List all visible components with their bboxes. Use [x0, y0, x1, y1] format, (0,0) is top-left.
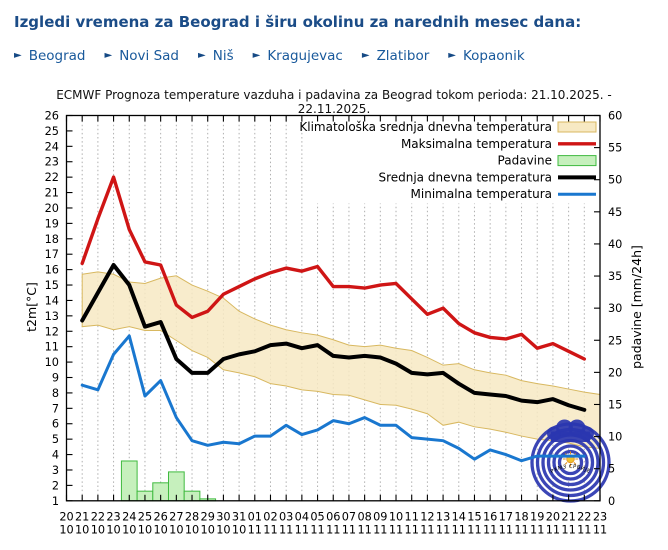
svg-text:18: 18 [44, 232, 59, 246]
svg-text:10: 10 [231, 523, 247, 537]
svg-text:20: 20 [59, 510, 74, 524]
precip-bars [121, 461, 215, 501]
svg-text:Klimatološka srednja dnevna te: Klimatološka srednja dnevna temperatura [299, 120, 552, 134]
svg-text:10: 10 [153, 523, 168, 537]
svg-text:27: 27 [169, 510, 184, 524]
svg-text:13: 13 [44, 309, 59, 323]
svg-text:21: 21 [561, 510, 576, 524]
arrow-right-icon: ► [14, 50, 22, 61]
arrow-right-icon: ► [198, 50, 206, 61]
svg-text:11: 11 [451, 523, 466, 537]
svg-text:padavine [mm/24h]: padavine [mm/24h] [629, 245, 644, 369]
nav-link-zlatibor[interactable] [362, 48, 429, 64]
svg-text:35: 35 [608, 270, 623, 284]
arrow-right-icon: ► [104, 50, 113, 61]
arrow-right-icon: ► [361, 50, 370, 61]
nav-link-kragujevac[interactable] [253, 48, 343, 64]
svg-text:11: 11 [467, 523, 482, 537]
nav-link-nis[interactable] [198, 48, 234, 64]
svg-text:55: 55 [608, 141, 623, 155]
svg-text:10: 10 [44, 356, 59, 370]
svg-text:10: 10 [608, 430, 623, 444]
svg-text:Padavine: Padavine [497, 153, 552, 168]
arrow-right-icon: ► [252, 50, 261, 61]
svg-text:26: 26 [44, 109, 59, 123]
svg-text:30: 30 [608, 302, 623, 316]
svg-text:t2m[°C]: t2m[°C] [24, 282, 39, 332]
svg-text:7: 7 [51, 402, 59, 416]
svg-text:11: 11 [577, 523, 592, 537]
svg-text:11: 11 [44, 340, 59, 354]
svg-text:16: 16 [482, 510, 498, 524]
svg-text:10: 10 [59, 523, 74, 537]
nav-link-label: Beograd [28, 48, 86, 64]
svg-text:11: 11 [530, 523, 545, 537]
svg-text:11: 11 [482, 523, 498, 537]
svg-text:18: 18 [514, 510, 529, 524]
nav-link-label: Zlatibor [376, 48, 430, 64]
svg-text:Minimalna temperatura: Minimalna temperatura [410, 187, 552, 202]
svg-text:19: 19 [44, 217, 59, 231]
svg-text:17: 17 [498, 510, 514, 524]
svg-text:19: 19 [530, 510, 545, 524]
svg-text:02: 02 [263, 510, 278, 524]
svg-text:РХМЗ СРБИЈЕ: РХМЗ СРБИЈЕ [549, 463, 592, 476]
chart-legend [299, 118, 599, 204]
svg-text:5: 5 [608, 462, 616, 476]
svg-text:15: 15 [608, 398, 623, 412]
svg-text:11: 11 [404, 523, 419, 537]
svg-text:20: 20 [44, 201, 59, 215]
forecast-chart [0, 85, 668, 550]
svg-text:04: 04 [294, 510, 310, 524]
svg-text:Srednja dnevna temperatura: Srednja dnevna temperatura [378, 170, 552, 185]
svg-text:3: 3 [51, 463, 59, 477]
svg-text:25: 25 [608, 334, 623, 348]
svg-text:12: 12 [44, 325, 59, 339]
svg-text:11: 11 [420, 523, 435, 537]
svg-text:10: 10 [137, 523, 153, 537]
svg-text:11: 11 [278, 523, 294, 537]
max-temp-line [82, 177, 584, 359]
nav-link-kopaonik[interactable] [448, 48, 524, 64]
svg-text:9: 9 [51, 371, 59, 385]
svg-text:12: 12 [420, 510, 435, 524]
svg-text:01: 01 [247, 510, 262, 524]
svg-text:10: 10 [75, 523, 90, 537]
y-axis-right-labels [608, 110, 622, 508]
svg-text:11: 11 [388, 523, 404, 537]
svg-text:4: 4 [51, 448, 59, 462]
svg-text:50: 50 [608, 173, 623, 187]
svg-text:22: 22 [44, 171, 59, 185]
svg-text:20: 20 [608, 366, 623, 380]
svg-text:11: 11 [247, 523, 262, 537]
svg-text:23: 23 [44, 155, 59, 169]
svg-text:05: 05 [310, 510, 325, 524]
svg-text:Maksimalna temperatura: Maksimalna temperatura [400, 136, 552, 151]
svg-text:11: 11 [357, 523, 372, 537]
svg-text:1: 1 [51, 494, 59, 508]
nav-link-beograd[interactable] [14, 48, 86, 64]
svg-text:23: 23 [106, 510, 121, 524]
svg-text:24: 24 [44, 140, 59, 154]
svg-text:10: 10 [90, 523, 106, 537]
nav-link-label: Niš [212, 48, 234, 64]
y-axis-left-labels [45, 110, 59, 508]
svg-text:11: 11 [326, 523, 341, 537]
svg-text:2: 2 [51, 479, 59, 493]
svg-text:11: 11 [592, 523, 608, 537]
svg-text:29: 29 [200, 510, 215, 524]
svg-text:8: 8 [51, 386, 59, 400]
svg-text:15: 15 [467, 510, 482, 524]
svg-text:0: 0 [608, 494, 616, 508]
svg-text:23: 23 [592, 510, 608, 524]
svg-text:45: 45 [608, 205, 623, 219]
svg-text:31: 31 [231, 510, 247, 524]
svg-text:40: 40 [608, 237, 623, 251]
svg-text:08: 08 [357, 510, 372, 524]
svg-text:11: 11 [310, 523, 325, 537]
svg-text:17: 17 [44, 248, 59, 262]
svg-text:11: 11 [263, 523, 278, 537]
svg-text:10: 10 [216, 523, 231, 537]
svg-text:10: 10 [122, 523, 137, 537]
svg-text:13: 13 [435, 510, 451, 524]
svg-text:6: 6 [51, 417, 59, 431]
svg-text:06: 06 [326, 510, 341, 524]
svg-text:11: 11 [341, 523, 357, 537]
svg-text:21: 21 [44, 186, 59, 200]
city-nav [14, 48, 525, 64]
svg-text:60: 60 [608, 109, 623, 123]
x-axis-labels [59, 511, 607, 537]
svg-text:10: 10 [200, 523, 215, 537]
svg-text:11: 11 [545, 523, 561, 537]
svg-text:09: 09 [373, 510, 388, 524]
arrow-right-icon: ► [448, 50, 456, 61]
svg-text:11: 11 [404, 510, 419, 524]
svg-text:22: 22 [577, 510, 592, 524]
svg-text:11: 11 [373, 523, 388, 537]
svg-text:11: 11 [498, 523, 514, 537]
nav-link-label: Kopaonik [462, 48, 525, 64]
svg-text:30: 30 [216, 510, 231, 524]
nav-link-novi-sad[interactable] [105, 48, 180, 64]
svg-text:10: 10 [184, 523, 200, 537]
svg-text:11: 11 [435, 523, 451, 537]
svg-text:16: 16 [44, 263, 59, 277]
svg-text:24: 24 [122, 510, 137, 524]
svg-text:21: 21 [75, 510, 90, 524]
svg-text:28: 28 [184, 510, 200, 524]
svg-text:25: 25 [137, 510, 153, 524]
chart-title: ECMWF Prognoza temperature vazduha i padavina za Beograd tokom perioda: 21.10.2025. - 22.11.2025. [56, 88, 612, 116]
svg-text:11: 11 [294, 523, 310, 537]
svg-text:03: 03 [278, 510, 294, 524]
svg-text:5: 5 [51, 433, 59, 447]
svg-text:14: 14 [44, 294, 59, 308]
svg-text:26: 26 [153, 510, 168, 524]
svg-text:07: 07 [341, 510, 357, 524]
nav-link-label: Kragujevac [267, 48, 343, 64]
svg-text:10: 10 [169, 523, 184, 537]
svg-text:10: 10 [106, 523, 121, 537]
svg-text:10: 10 [388, 510, 404, 524]
svg-text:20: 20 [545, 510, 561, 524]
svg-text:22: 22 [90, 510, 106, 524]
svg-text:11: 11 [514, 523, 529, 537]
svg-text:14: 14 [451, 510, 466, 524]
page-title: Izgledi vremena za Beograd i širu okolinu za narednih mesec dana: [14, 13, 582, 31]
svg-text:15: 15 [44, 279, 59, 293]
svg-text:11: 11 [561, 523, 576, 537]
nav-link-label: Novi Sad [119, 48, 180, 64]
svg-text:25: 25 [44, 124, 59, 138]
